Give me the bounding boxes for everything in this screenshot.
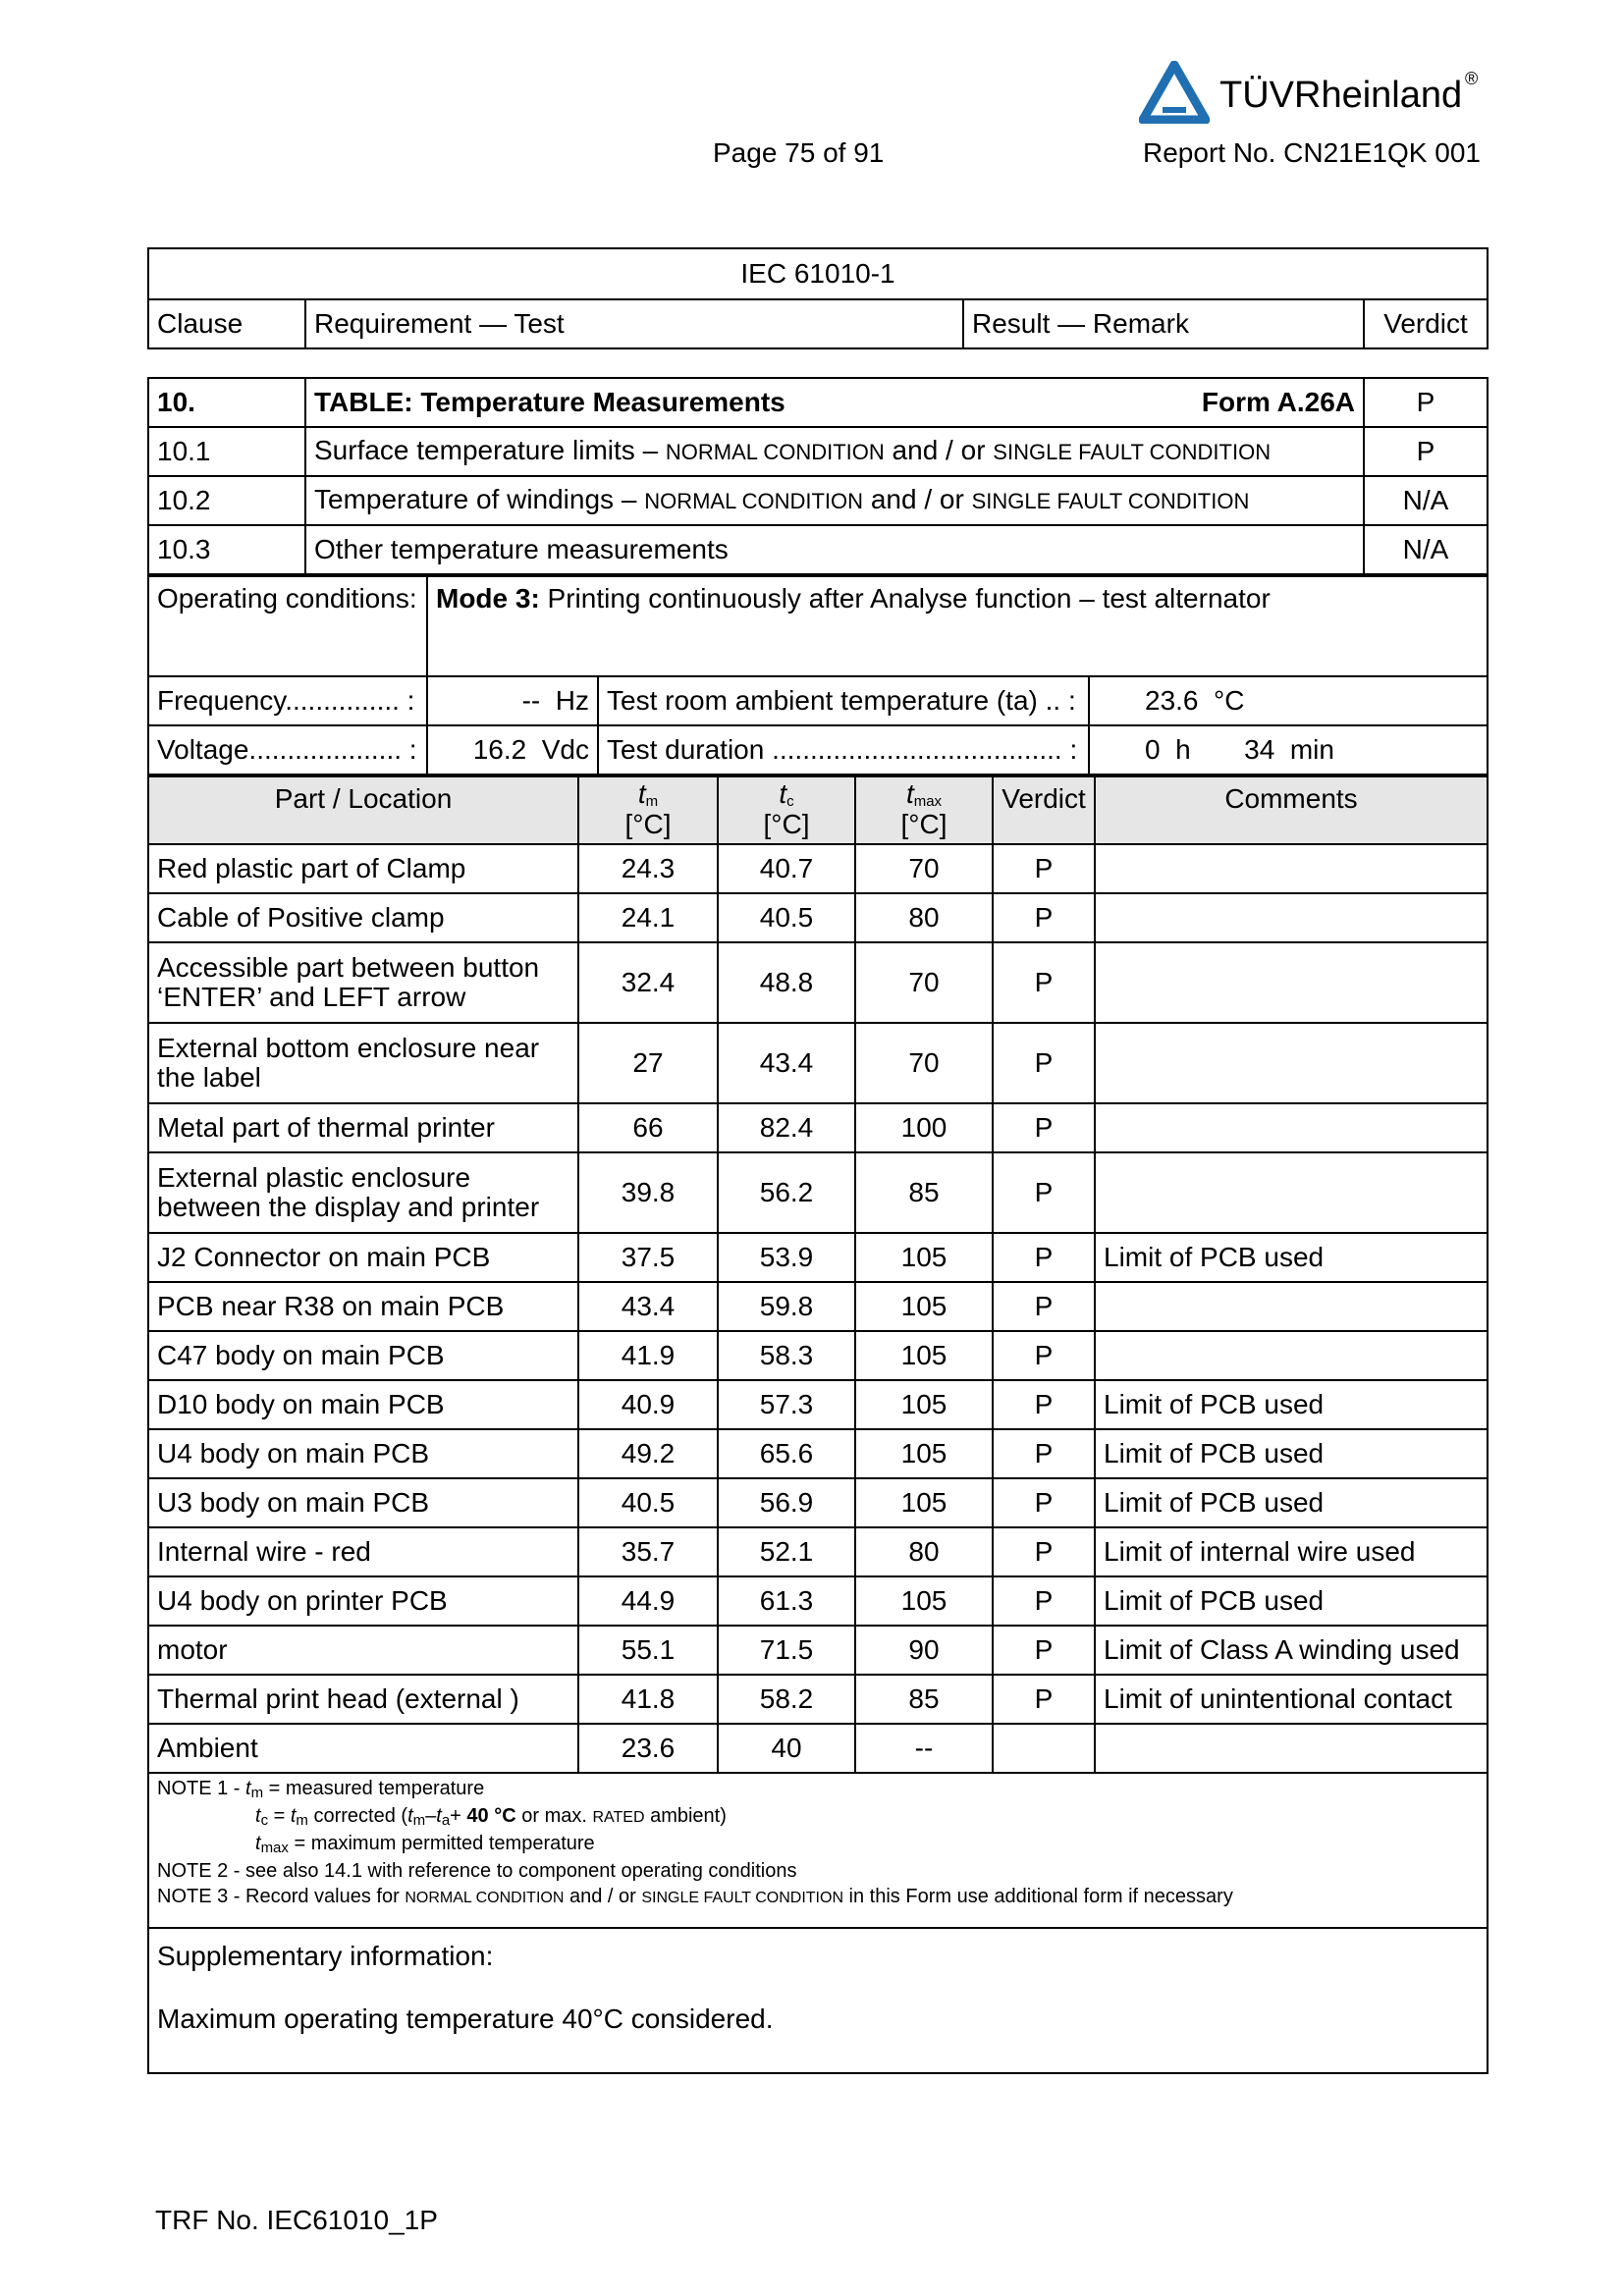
clause-verdict: N/A (1364, 476, 1488, 525)
tc-cell: 61.3 (718, 1576, 855, 1626)
clause-text: Surface temperature limits – NORMAL CONDITION and / or SINGLE FAULT CONDITION (305, 427, 1364, 476)
tc-cell: 48.8 (718, 942, 855, 1023)
part-cell: Red plastic part of Clamp (148, 844, 578, 893)
tuv-triangle-icon (1139, 61, 1210, 124)
tmax-cell: 80 (855, 893, 993, 942)
tm-cell: 55.1 (578, 1626, 718, 1675)
tm-cell: 40.5 (578, 1478, 718, 1527)
clause-num: 10.2 (148, 476, 305, 525)
tmax-cell: 105 (855, 1331, 993, 1380)
tm-cell: 41.8 (578, 1675, 718, 1724)
tuv-logo (1139, 61, 1489, 124)
tm-cell: 24.3 (578, 844, 718, 893)
comment-cell: Limit of PCB used (1095, 1478, 1488, 1527)
tc-cell: 40.7 (718, 844, 855, 893)
table-row (148, 1626, 1488, 1675)
note-1: NOTE $1 - t_m$ = measured temperature (157, 1778, 485, 1801)
clause-text: Temperature of windings – NORMAL CONDITION and / or SINGLE FAULT CONDITION (305, 476, 1364, 525)
table-row (148, 1282, 1488, 1331)
tc-cell: 57.3 (718, 1380, 855, 1429)
tmax-cell: 70 (855, 942, 993, 1023)
tm-cell: 43.4 (578, 1282, 718, 1331)
comment-cell (1095, 1103, 1488, 1152)
tmax-cell: 100 (855, 1103, 993, 1152)
measurements-table (147, 775, 1489, 2074)
tc-cell: 59.8 (718, 1282, 855, 1331)
clause-text: Other temperature measurements (305, 525, 1364, 574)
verdict-cell: P (993, 893, 1095, 942)
verdict-cell: P (993, 1576, 1095, 1626)
tmax-cell: 85 (855, 1675, 993, 1724)
standard-header-table (147, 247, 1489, 349)
tmax-cell: 70 (855, 1023, 993, 1103)
note-2: NOTE 2 - see also 14.1 with reference to component operating conditions (157, 1860, 797, 1882)
table-row (148, 1576, 1488, 1626)
frequency-value: -- Hz (427, 676, 598, 725)
tc-cell: 65.6 (718, 1429, 855, 1478)
tc-cell: 40 (718, 1724, 855, 1773)
tc-cell: 71.5 (718, 1626, 855, 1675)
standard-title: IEC 61010-1 (148, 248, 1488, 299)
tm-cell: 27 (578, 1023, 718, 1103)
supplementary-cell (148, 1928, 1488, 2073)
verdict-cell (993, 1724, 1095, 1773)
tmax-cell: -- (855, 1724, 993, 1773)
comment-cell (1095, 1282, 1488, 1331)
verdict-cell: P (993, 1527, 1095, 1576)
part-cell: U4 body on main PCB (148, 1429, 578, 1478)
verdict-cell: P (993, 844, 1095, 893)
operating-conditions-value: Mode 3: Printing continuously after Analyse function – test alternator (427, 576, 1488, 676)
clause-num: 10.3 (148, 525, 305, 574)
verdict-cell: P (993, 1233, 1095, 1282)
verdict-cell: P (993, 1103, 1095, 1152)
table-row (148, 1380, 1488, 1429)
table-row (148, 1152, 1488, 1233)
part-cell: U3 body on main PCB (148, 1478, 578, 1527)
note-3: NOTE 3 - Record values for NORMAL CONDITION and / or SINGLE FAULT CONDITION in this Form use additional form if necessary (157, 1886, 1233, 1907)
table-row (148, 844, 1488, 893)
part-cell: Cable of Positive clamp (148, 893, 578, 942)
tm-cell: 37.5 (578, 1233, 718, 1282)
tm-cell: 24.1 (578, 893, 718, 942)
comment-cell: Limit of PCB used (1095, 1233, 1488, 1282)
clause-num: 10. (148, 378, 305, 427)
part-cell: D10 body on main PCB (148, 1380, 578, 1429)
verdict-cell: P (993, 1282, 1095, 1331)
comment-cell: Limit of PCB used (1095, 1380, 1488, 1429)
table-row (148, 1478, 1488, 1527)
tmax-cell: 70 (855, 844, 993, 893)
comment-cell (1095, 1152, 1488, 1233)
table-row (148, 1023, 1488, 1103)
tm-cell: 32.4 (578, 942, 718, 1023)
verdict-cell: P (993, 1675, 1095, 1724)
verdict-cell: P (993, 1023, 1095, 1103)
tc-cell: 43.4 (718, 1023, 855, 1103)
brand-name: TÜVRheinland (1219, 75, 1463, 116)
part-cell: J2 Connector on main PCB (148, 1233, 578, 1282)
table-row (148, 1331, 1488, 1380)
trf-number: TRF No. IEC61010_1P (155, 2205, 438, 2235)
clause-header: Clause (148, 299, 305, 348)
notes-cell (148, 1773, 1488, 1928)
table-row (148, 893, 1488, 942)
tmax-cell: 80 (855, 1527, 993, 1576)
clause-verdict: P (1364, 427, 1488, 476)
table-row (148, 1527, 1488, 1576)
verdict-cell: P (993, 1331, 1095, 1380)
comment-cell (1095, 844, 1488, 893)
comment-cell: Limit of PCB used (1095, 1576, 1488, 1626)
form-label: Form A.26A (1201, 387, 1355, 417)
part-cell: Accessible part between button ‘ENTER’ and LEFT arrow (148, 942, 578, 1023)
tm-cell: 49.2 (578, 1429, 718, 1478)
part-cell: PCB near R38 on main PCB (148, 1282, 578, 1331)
tm-cell: 44.9 (578, 1576, 718, 1626)
comment-cell: Limit of PCB used (1095, 1429, 1488, 1478)
clause-title: TABLE: Temperature Measurements Form A.26A (305, 378, 1364, 427)
operating-conditions-label: Operating conditions: (148, 576, 427, 676)
tc-cell: 58.2 (718, 1675, 855, 1724)
note-1c: $t_{max}$ = maximum permitted temperature (255, 1833, 595, 1856)
tm-cell: 40.9 (578, 1380, 718, 1429)
tm-cell: 41.9 (578, 1331, 718, 1380)
tmax-cell: 105 (855, 1429, 993, 1478)
clause-verdict: N/A (1364, 525, 1488, 574)
part-cell: Internal wire - red (148, 1527, 578, 1576)
frequency-label: Frequency............... : (148, 676, 427, 725)
part-cell: motor (148, 1626, 578, 1675)
ambient-label: Test room ambient temperature (ta) .. : (598, 676, 1089, 725)
verdict-cell: P (993, 1626, 1095, 1675)
comment-cell: Limit of Class A winding used (1095, 1626, 1488, 1675)
registered-mark: ® (1465, 69, 1479, 88)
supplementary-text: Maximum operating temperature 40°C considered. (157, 2003, 774, 2034)
tmax-cell: 105 (855, 1478, 993, 1527)
duration-value: 0 h 34 min (1089, 725, 1488, 774)
clause-num: 10.1 (148, 427, 305, 476)
tmax-cell: 105 (855, 1282, 993, 1331)
clause-table (147, 377, 1489, 575)
part-cell: U4 body on printer PCB (148, 1576, 578, 1626)
tmax-header: $t_{max}$ [°C] (855, 776, 993, 844)
verdict-col-header: Verdict (993, 776, 1095, 844)
verdict-cell: P (993, 1429, 1095, 1478)
tm-cell: 39.8 (578, 1152, 718, 1233)
table-row (148, 1233, 1488, 1282)
verdict-header: Verdict (1364, 299, 1488, 348)
tc-cell: 82.4 (718, 1103, 855, 1152)
duration-label: Test duration ...................................... : (598, 725, 1089, 774)
part-cell: External plastic enclosure between the display and printer (148, 1152, 578, 1233)
requirement-header: Requirement — Test (305, 299, 963, 348)
table-row (148, 942, 1488, 1023)
part-cell: Ambient (148, 1724, 578, 1773)
table-row (148, 1675, 1488, 1724)
tc-cell: 56.2 (718, 1152, 855, 1233)
conditions-table (147, 575, 1489, 775)
tm-cell: 23.6 (578, 1724, 718, 1773)
part-cell: Metal part of thermal printer (148, 1103, 578, 1152)
comment-cell: Limit of unintentional contact (1095, 1675, 1488, 1724)
comment-cell (1095, 1023, 1488, 1103)
result-header: Result — Remark (963, 299, 1364, 348)
tm-cell: 66 (578, 1103, 718, 1152)
part-cell: C47 body on main PCB (148, 1331, 578, 1380)
tc-cell: 58.3 (718, 1331, 855, 1380)
ambient-value: 23.6 °C (1089, 676, 1488, 725)
tc-cell: 52.1 (718, 1527, 855, 1576)
voltage-label: Voltage.................... : (148, 725, 427, 774)
verdict-cell: P (993, 1478, 1095, 1527)
tmax-cell: 90 (855, 1626, 993, 1675)
tmax-cell: 105 (855, 1380, 993, 1429)
comment-cell (1095, 1724, 1488, 1773)
comment-cell (1095, 893, 1488, 942)
tc-cell: 40.5 (718, 893, 855, 942)
tmax-cell: 105 (855, 1576, 993, 1626)
tc-cell: 56.9 (718, 1478, 855, 1527)
tc-header: $t_c$ [°C] (718, 776, 855, 844)
part-cell: External bottom enclosure near the label (148, 1023, 578, 1103)
table-row (148, 1103, 1488, 1152)
tc-cell: 53.9 (718, 1233, 855, 1282)
report-number: Report No. CN21E1QK 001 (1143, 137, 1481, 168)
tm-header: $t_m$ [°C] (578, 776, 718, 844)
part-location-header: Part / Location (148, 776, 578, 844)
tm-cell: 35.7 (578, 1527, 718, 1576)
verdict-cell: P (993, 1380, 1095, 1429)
tmax-cell: 85 (855, 1152, 993, 1233)
supplementary-label: Supplementary information: (157, 1941, 494, 1971)
clause-verdict: P (1364, 378, 1488, 427)
table-row (148, 1724, 1488, 1773)
comment-cell: Limit of internal wire used (1095, 1527, 1488, 1576)
part-cell: Thermal print head (external ) (148, 1675, 578, 1724)
verdict-cell: P (993, 942, 1095, 1023)
verdict-cell: P (993, 1152, 1095, 1233)
page-number: Page 75 of 91 (713, 137, 885, 168)
table-row (148, 1429, 1488, 1478)
comment-cell (1095, 1331, 1488, 1380)
voltage-value: 16.2 Vdc (427, 725, 598, 774)
tmax-cell: 105 (855, 1233, 993, 1282)
comments-header: Comments (1095, 776, 1488, 844)
comment-cell (1095, 942, 1488, 1023)
note-1b: $t_c = t_m$ corrected ($t_m-t_a+ 40$ °C or max. RATED ambient) (255, 1805, 727, 1829)
